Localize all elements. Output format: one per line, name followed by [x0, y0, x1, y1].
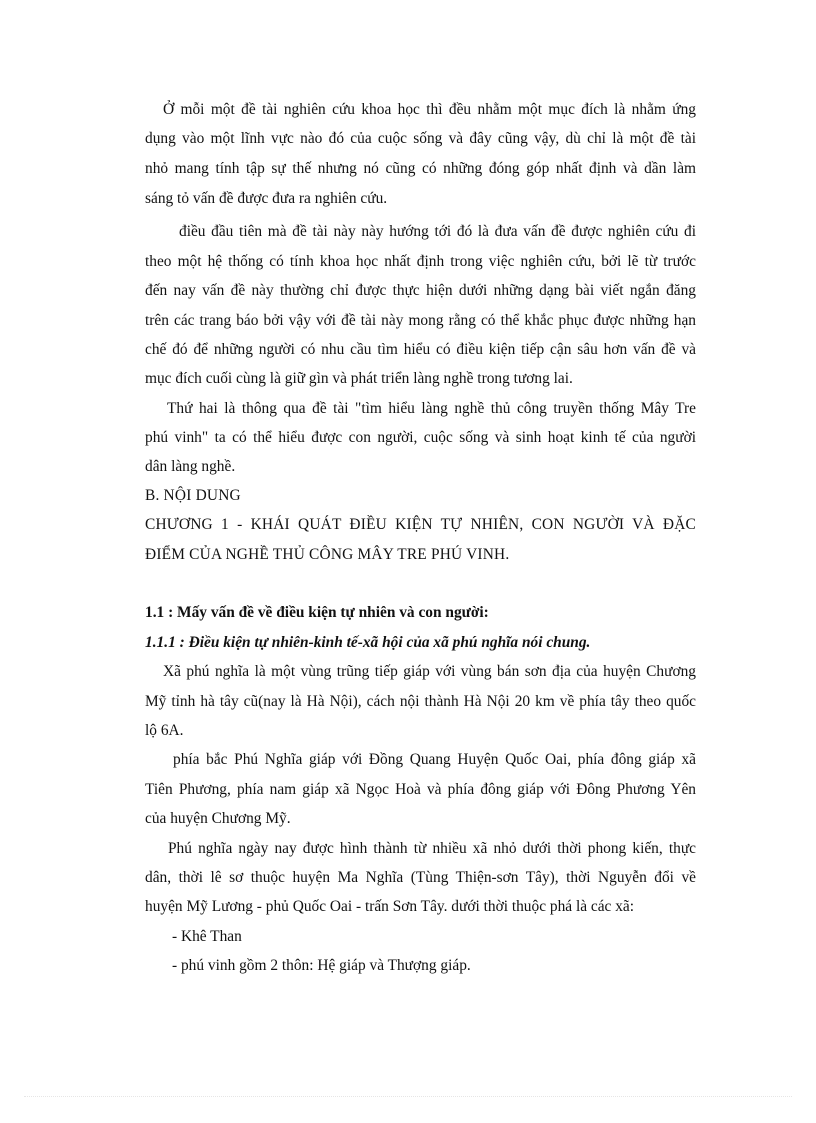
list-item: - phú vinh gồm 2 thôn: Hệ giáp và Thượng giáp.: [172, 957, 471, 974]
location-line-1: Xã phú nghĩa là một vùng trũng tiếp giáp với vùng bán sơn địa của huyện Chương: [163, 663, 696, 680]
subsubsection-heading: 1.1.1 : Điều kiện tự nhiên-kinh tế-xã hội của xã phú nghĩa nói chung.: [145, 634, 591, 651]
first-aim-line-5: chế đó để những người có nhu cầu tìm hiểu có điều kiện tiếp cận sâu hơn vấn đề và: [145, 341, 696, 358]
location-line-3: lộ 6A.: [145, 722, 184, 739]
history-line-2: dân, thời lê sơ thuộc huyện Ma Nghĩa (Tùng Thiện-sơn Tây), thời Nguyễn đổi về: [145, 869, 696, 886]
intro-line-2: dụng vào một lĩnh vực nào đó của cuộc sống và đây cũng vậy, dù chỉ là một đề tài: [145, 130, 696, 147]
borders-line-1: phía bắc Phú Nghĩa giáp với Đồng Quang Huyện Quốc Oai, phía đông giáp xã: [173, 751, 696, 768]
section-heading: B. NỘI DUNG: [145, 487, 241, 504]
history-line-1: Phú nghĩa ngày nay được hình thành từ nhiều xã nhỏ dưới thời phong kiến, thực: [168, 840, 696, 857]
borders-line-2: Tiên Phương, phía nam giáp xã Ngọc Hoà và phía đông giáp với Đông Phương Yên: [145, 781, 696, 798]
borders-line-3: của huyện Chương Mỹ.: [145, 810, 291, 827]
first-aim-line-6: mục đích cuối cùng là giữ gìn và phát triển làng nghề trong tương lai.: [145, 370, 573, 387]
list-item: - Khê Than: [172, 928, 242, 945]
first-aim-line-3: đến nay vấn đề này thường chỉ được thực hiện dưới những dạng bài viết ngắn đăng: [145, 282, 696, 299]
first-aim-line-4: trên các trang báo bởi vậy với đề tài này mong rằng có thể khắc phục được những hạn: [145, 312, 696, 329]
first-aim-line-1: điều đầu tiên mà đề tài này này hướng tới đó là đưa vấn đề được nghiên cứu đi: [179, 223, 696, 240]
first-aim-line-2: theo một hệ thống có tính khoa học nhất định trong việc nghiên cứu, bởi lẽ từ trước: [145, 253, 696, 270]
chapter-heading-line-2: ĐIỂM CỦA NGHỀ THỦ CÔNG MÂY TRE PHÚ VINH.: [145, 546, 510, 563]
intro-line-3: nhỏ mang tính tập sự thế nhưng nó cũng có những đóng góp nhất định và dần làm: [145, 160, 696, 177]
second-aim-line-1: Thứ hai là thông qua đề tài "tìm hiểu làng nghề thủ công truyền thống Mây Tre: [167, 400, 696, 417]
intro-line-1: Ở mỗi một đề tài nghiên cứu khoa học thì đều nhằm một mục đích là nhằm ứng: [163, 101, 696, 118]
second-aim-line-3: dân làng nghề.: [145, 458, 236, 475]
intro-line-4: sáng tỏ vấn đề được đưa ra nghiên cứu.: [145, 190, 388, 207]
history-line-3: huyện Mỹ Lương - phủ Quốc Oai - trấn Sơn Tây. dưới thời thuộc phá là các xã:: [145, 898, 635, 915]
second-aim-line-2: phú vinh" ta có thể hiểu được con người, cuộc sống và sinh hoạt kinh tế của người: [145, 429, 696, 446]
chapter-heading-line-1: CHƯƠNG 1 - KHÁI QUÁT ĐIỀU KIỆN TỰ NHIÊN, CON NGƯỜI VÀ ĐẶC: [145, 516, 696, 533]
subsection-heading: 1.1 : Mấy vấn đề về điều kiện tự nhiên và con người:: [145, 604, 489, 621]
page-bottom-rule: [24, 1096, 792, 1097]
location-line-2: Mỹ tỉnh hà tây cũ(nay là Hà Nội), cách nội thành Hà Nội 20 km về phía tây theo quốc: [145, 693, 696, 710]
